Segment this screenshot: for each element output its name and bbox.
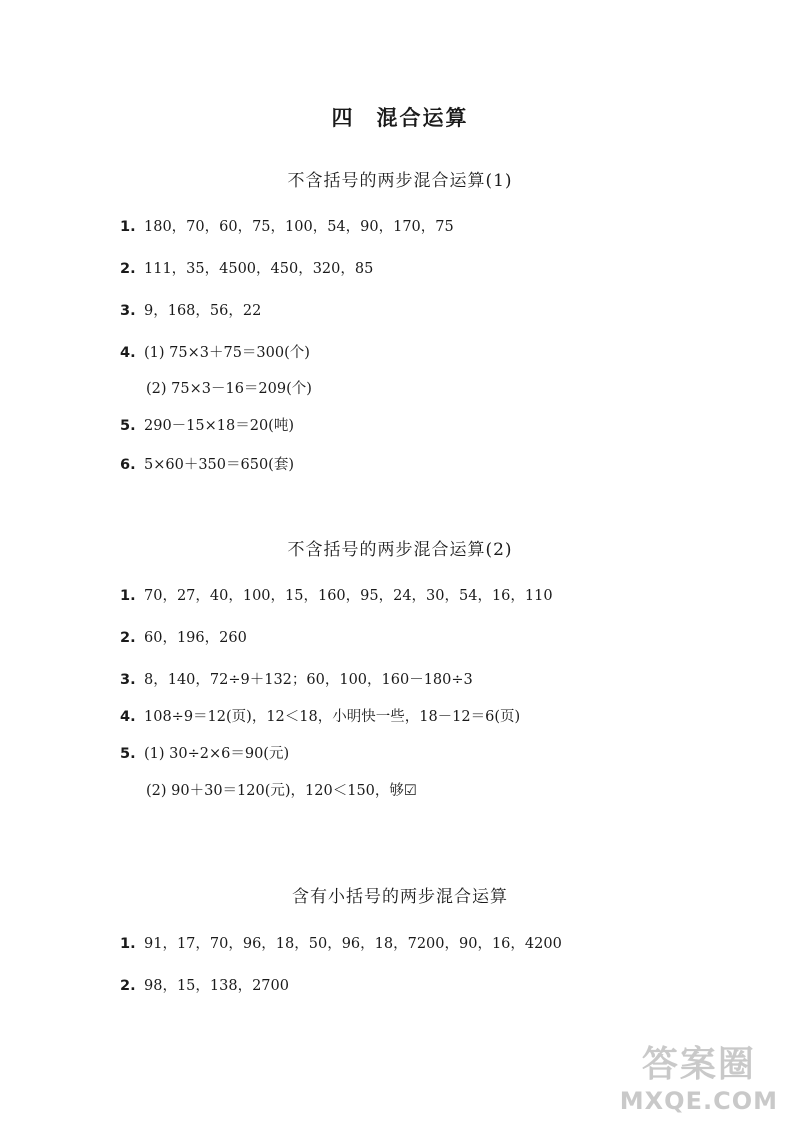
question-number: 5. [120, 418, 136, 434]
chapter-number: 四 [331, 106, 355, 130]
answer-line [120, 257, 373, 278]
question-number: 1. [120, 219, 136, 235]
question-number: 4. [120, 709, 136, 725]
answer-line [120, 974, 289, 995]
answer-line [120, 742, 289, 763]
answer-text: 290－15×18＝20(吨) [144, 418, 294, 434]
question-number: 6. [120, 457, 136, 473]
answer-line [146, 377, 312, 398]
question-number: 1. [120, 588, 136, 604]
answer-text: 5×60＋350＝650(套) [144, 457, 294, 473]
watermark-cn: 答案圈 [641, 1044, 756, 1085]
answer-text: 98，15，138，2700 [144, 978, 289, 994]
answer-line [120, 299, 261, 320]
answer-text: (1) 75×3＋75＝300(个) [144, 345, 310, 361]
question-number: 2. [120, 261, 136, 277]
answer-line [120, 932, 562, 953]
answer-text: 8，140，72÷9＋132；60，100，160－180÷3 [144, 672, 473, 688]
answer-line [120, 341, 310, 362]
answer-line [120, 453, 294, 474]
answer-line [120, 705, 520, 726]
answer-text: (1) 30÷2×6＝90(元) [144, 746, 290, 762]
answer-line [120, 584, 553, 605]
answer-text: 111，35，4500，450，320，85 [144, 261, 374, 277]
section-title: 不含括号的两步混合运算(2) [287, 540, 513, 560]
question-number: 4. [120, 345, 136, 361]
chapter-title [0, 102, 800, 132]
answer-line [120, 215, 454, 236]
answer-line [120, 626, 247, 647]
question-number: 2. [120, 978, 136, 994]
question-number: 2. [120, 630, 136, 646]
answer-text: 9，168，56，22 [144, 303, 262, 319]
answer-text: 91，17，70，96，18，50，96，18，7200，90，16，4200 [144, 936, 562, 952]
watermark-logo [620, 1036, 778, 1115]
section-title: 含有小括号的两步混合运算 [292, 887, 508, 907]
answer-text: 70，27，40，100，15，160，95，24，30，54，16，110 [144, 588, 553, 604]
answer-line [120, 668, 473, 689]
question-number: 5. [120, 746, 136, 762]
chapter-name: 混合运算 [376, 106, 469, 130]
answer-text: (2) 75×3－16＝209(个) [146, 381, 312, 397]
answer-text: 60，196，260 [144, 630, 247, 646]
question-number: 1. [120, 936, 136, 952]
section-title: 不含括号的两步混合运算(1) [287, 171, 513, 191]
answer-text: (2) 90＋30＝120(元)，120＜150，够☑ [146, 783, 417, 799]
answer-line [146, 779, 417, 800]
question-number: 3. [120, 672, 136, 688]
answer-text: 108÷9＝12(页)，12＜18，小明快一些，18－12＝6(页) [144, 709, 521, 725]
watermark-en: MXQE.COM [619, 1087, 778, 1115]
question-number: 3. [120, 303, 136, 319]
answer-line [120, 414, 294, 435]
answer-text: 180，70，60，75，100，54，90，170，75 [144, 219, 454, 235]
